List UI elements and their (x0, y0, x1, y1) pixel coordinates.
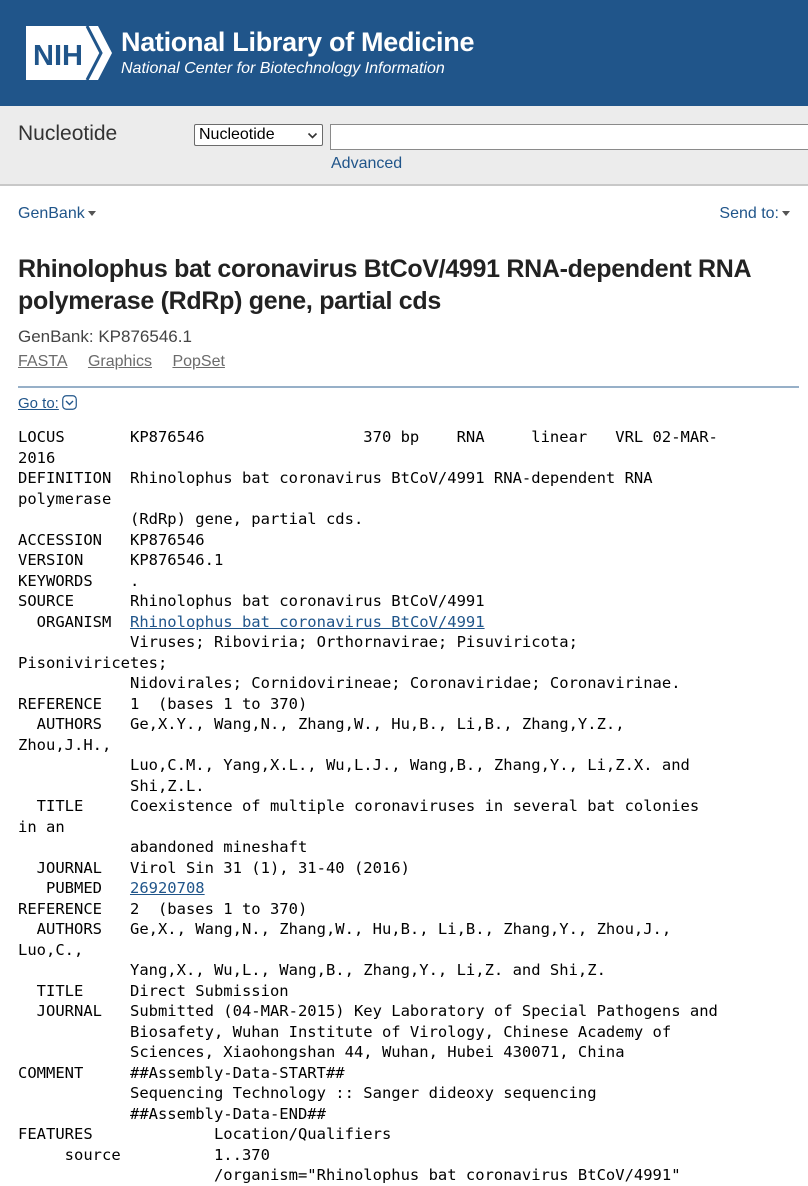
search-bar (0, 106, 808, 186)
flatfile-line (18, 673, 803, 694)
flatfile-line-text: ORGANISM (18, 612, 130, 631)
flatfile-link[interactable]: 26920708 (129, 879, 205, 897)
flatfile-line-text: SOURCE Rhinolophus bat coronavirus BtCoV/4991 (18, 592, 485, 610)
flatfile-line (18, 837, 803, 858)
flatfile-line (18, 940, 803, 961)
flatfile-line-text: 2016 (18, 448, 56, 467)
flatfile-line (18, 858, 803, 879)
flatfile-line (18, 632, 803, 653)
flatfile-line-text: Zhou,J.H., (18, 735, 112, 754)
flatfile-line-text: abandoned mineshaft (18, 838, 308, 856)
flatfile-link[interactable]: Rhinolophus bat coronavirus BtCoV/4991 (129, 612, 485, 631)
flatfile-line (18, 1063, 803, 1084)
flatfile-line-text: COMMENT ##Assembly-Data-START## (18, 1063, 345, 1082)
flatfile-line-text: /organism="Rhinolophus bat coronavirus BtCoV/4991" (18, 1166, 681, 1184)
send-to-menu[interactable] (719, 205, 790, 223)
flatfile-line-text: REFERENCE 2 (bases 1 to 370) (18, 899, 308, 918)
flatfile-line-text: REFERENCE 1 (bases 1 to 370) (18, 694, 308, 713)
flatfile-line-text: Sequencing Technology :: Sanger dideoxy sequencing (18, 1084, 597, 1102)
flatfile-line (18, 755, 803, 776)
flatfile-line-text: VERSION KP876546.1 (18, 551, 224, 569)
advanced-search-link[interactable]: Advanced (331, 155, 403, 172)
flatfile-line (18, 468, 803, 489)
flatfile-line (18, 981, 803, 1002)
flatfile-line (18, 714, 803, 735)
flatfile-line (18, 653, 803, 674)
flatfile-line-text: Nidovirales; Cornidovirineae; Coronaviridae; Coronavirinae. (18, 674, 681, 692)
flatfile-line (18, 694, 803, 715)
flatfile-line-text: FEATURES Location/Qualifiers (18, 1125, 392, 1143)
flatfile-line (18, 899, 803, 920)
flatfile-line-text: TITLE Coexistence of multiple coronaviruses in several bat colonies (18, 797, 700, 815)
fasta-link[interactable]: FASTA (18, 353, 68, 370)
flatfile-line (18, 571, 803, 592)
flatfile-line (18, 796, 803, 817)
nih-logo-text: NIH (33, 40, 83, 72)
flatfile-line-text: AUTHORS Ge,X.Y., Wang,N., Zhang,W., Hu,B., Li,B., Zhang,Y.Z., (18, 715, 625, 733)
flatfile-line-text: Sciences, Xiaohongshan 44, Wuhan, Hubei 430071, China (18, 1043, 625, 1061)
flatfile-line-text: ##Assembly-Data-END## (18, 1104, 326, 1123)
flatfile-line (18, 1083, 803, 1104)
flatfile-line (18, 960, 803, 981)
flatfile-line-text: (RdRp) gene, partial cds. (18, 510, 364, 528)
flatfile-line (18, 919, 803, 940)
flatfile-line-text: JOURNAL Submitted (04-MAR-2015) Key Laboratory of Special Pathogens and (18, 1002, 718, 1020)
flatfile-line-text: polymerase (18, 489, 112, 508)
flatfile-line (18, 1165, 803, 1186)
flatfile-line (18, 735, 803, 756)
flatfile-line (18, 1104, 803, 1125)
flatfile-line (18, 427, 803, 448)
flatfile-line-text: KEYWORDS . (18, 571, 140, 590)
flatfile-line (18, 489, 803, 510)
flatfile-line (18, 878, 803, 899)
flatfile-line-text: Pisoniviricetes; (18, 653, 168, 672)
chevron-down-icon (307, 130, 318, 141)
flatfile-line-text: Shi,Z.L. (18, 776, 205, 795)
flatfile-line (18, 1124, 803, 1145)
flatfile-line (18, 776, 803, 797)
record-title: Rhinolophus bat coronavirus BtCoV/4991 RNA-dependent RNA polymerase (RdRp) gene, partial cds (18, 255, 751, 315)
flatfile-line-text: Luo,C., (18, 940, 84, 959)
divider (18, 386, 799, 388)
goto-label: Go to: (18, 395, 59, 412)
flatfile-line (18, 550, 803, 571)
org-name[interactable]: National Library of Medicine (121, 27, 475, 57)
flatfile-line-text: Viruses; Riboviria; Orthornavirae; Pisuviricota; (18, 633, 578, 651)
format-menu-label: GenBank (18, 205, 85, 222)
flatfile-line (18, 1145, 803, 1166)
caret-down-icon (782, 211, 790, 216)
graphics-link[interactable]: Graphics (87, 353, 152, 370)
flatfile-line-text: Yang,X., Wu,L., Wang,B., Zhang,Y., Li,Z. and Shi,Z. (18, 961, 606, 979)
flatfile-line (18, 612, 803, 633)
popset-link[interactable]: PopSet (172, 353, 225, 370)
record-links (18, 353, 241, 371)
flatfile-line (18, 817, 803, 838)
flatfile-line-text: TITLE Direct Submission (18, 981, 289, 1000)
flatfile-line-text: JOURNAL Virol Sin 31 (1), 31-40 (2016) (18, 858, 410, 877)
format-menu[interactable] (18, 205, 96, 223)
chevron-down-circle-icon (62, 395, 77, 410)
flatfile-line (18, 448, 803, 469)
site-header (0, 0, 808, 106)
flatfile-line-text: Biosafety, Wuhan Institute of Virology, Chinese Academy of (18, 1022, 672, 1041)
record-accession: GenBank: KP876546.1 (18, 327, 192, 346)
flatfile-line-text: PUBMED (18, 879, 130, 897)
flatfile-line-text: in an (18, 817, 65, 836)
database-select-value: Nucleotide (199, 126, 275, 143)
search-input[interactable] (330, 124, 808, 150)
flatfile-line-text: DEFINITION Rhinolophus bat coronavirus BtCoV/4991 RNA-dependent RNA (18, 469, 653, 487)
flatfile-line-text: Luo,C.M., Yang,X.L., Wu,L.J., Wang,B., Zhang,Y., Li,Z.X. and (18, 756, 690, 774)
nih-logo[interactable] (26, 26, 112, 80)
send-to-label: Send to: (719, 205, 779, 222)
flatfile-line (18, 591, 803, 612)
flatfile-line-text: source 1..370 (18, 1145, 270, 1164)
flatfile-line (18, 1022, 803, 1043)
flatfile-line-text: AUTHORS Ge,X., Wang,N., Zhang,W., Hu,B., Li,B., Zhang,Y., Zhou,J., (18, 920, 672, 938)
flatfile-line-text: ACCESSION KP876546 (18, 530, 205, 549)
genbank-flatfile (18, 427, 803, 1186)
database-select[interactable] (194, 124, 323, 146)
flatfile-line (18, 530, 803, 551)
database-title: Nucleotide (18, 122, 118, 145)
goto-menu[interactable] (18, 395, 77, 412)
flatfile-line-text: LOCUS KP876546 370 bp RNA linear VRL 02-MAR- (18, 428, 718, 446)
flatfile-line (18, 1001, 803, 1022)
org-subtitle: National Center for Biotechnology Information (121, 60, 445, 77)
flatfile-line (18, 1042, 803, 1063)
flatfile-line (18, 509, 803, 530)
caret-down-icon (88, 211, 96, 216)
